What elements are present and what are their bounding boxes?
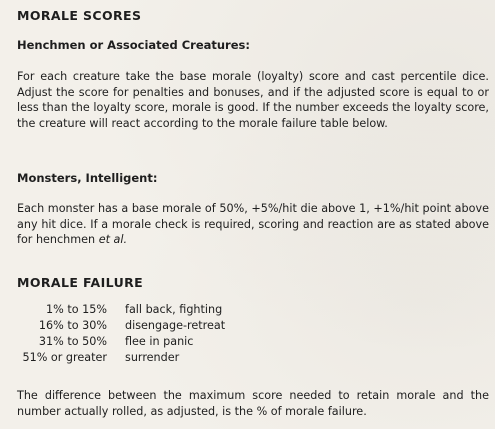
range-cell: 1% to 15% (46, 303, 107, 316)
morale-failure-table (17, 302, 317, 366)
section-heading-monsters: Monsters, Intelligent: (17, 171, 158, 185)
range-cell: 16% to 30% (38, 319, 107, 332)
henchmen-paragraph: For each creature take the base morale (loyalty) score and cast percentile dice. Adjust the score for penalties and bonuses, and if the adjusted score is equal to or less than the loyalty score, morale is good. If the number exceeds the loyalty score, the creature will react according to the morale failure table below. (17, 70, 489, 130)
page-title: MORALE SCORES (17, 8, 142, 23)
result-cell: fall back, fighting (125, 303, 223, 316)
table-row (17, 302, 317, 318)
table-row (17, 334, 317, 350)
range-cell: 31% to 50% (38, 335, 107, 348)
table-row (17, 350, 317, 366)
monsters-paragraph-italic: et al. (98, 233, 128, 247)
morale-failure-heading: MORALE FAILURE (17, 275, 144, 290)
monsters-paragraph (17, 201, 489, 248)
result-cell: disengage-retreat (125, 319, 226, 332)
table-row (17, 318, 317, 334)
result-cell: flee in panic (125, 335, 194, 348)
morale-failure-footer: The difference between the maximum score needed to retain morale and the number actually rolled, as adjusted, is the % of morale failure. (17, 389, 489, 418)
section-heading-henchmen: Henchmen or Associated Creatures: (17, 38, 250, 52)
monsters-paragraph-text: Each monster has a base morale of 50%, +5%/hit die above 1, +1%/hit point above any hit dice. If a morale check is required, scoring and reaction are as stated above for henchmen (17, 202, 489, 247)
range-cell: 51% or greater (22, 351, 107, 364)
result-cell: surrender (125, 351, 180, 364)
